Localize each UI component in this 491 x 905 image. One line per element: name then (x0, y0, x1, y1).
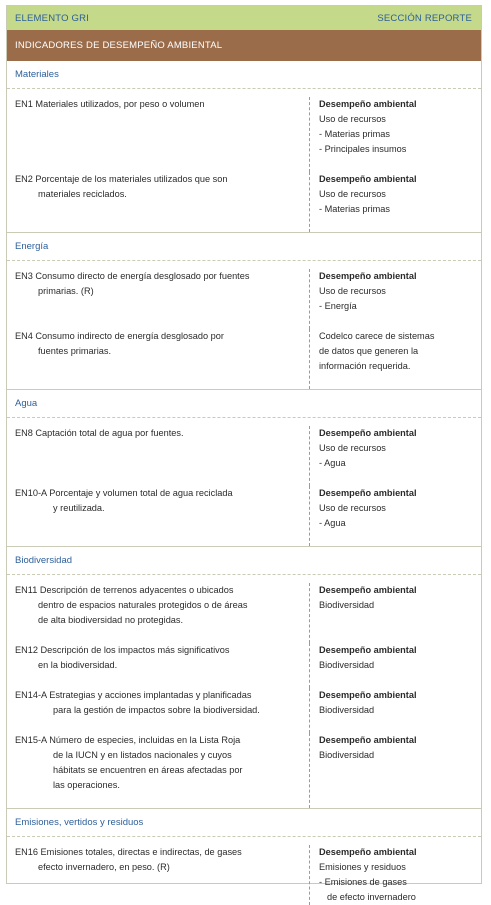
indicator-description: EN3 Consumo directo de energía desglosado por fuentes primarias. (R) (15, 271, 250, 296)
indicator-description: EN16 Emisiones totales, directas e indirectas, de gases efecto invernadero, en peso. (R) (15, 847, 242, 872)
section-title: Agua (7, 390, 481, 418)
report-section: Desempeño ambiental Uso de recursos - Materias primas - Principales insumos (319, 99, 417, 154)
indicator-description: EN10-A Porcentaje y volumen total de agua reciclada y reutilizada. (15, 488, 233, 513)
report-section: Desempeño ambiental Uso de recursos - Agua (319, 428, 417, 468)
indicator-description: EN12 Descripción de los impactos más significativos en la biodiversidad. (15, 645, 230, 670)
indicator-row (7, 486, 481, 546)
column-separator (309, 688, 310, 733)
report-section: Desempeño ambiental Uso de recursos - Materias primas (319, 174, 417, 214)
indicator-description: EN4 Consumo indirecto de energía desglosado por fuentes primarias. (15, 331, 224, 356)
indicator-row (7, 643, 481, 688)
indicator-description: EN2 Porcentaje de los materiales utilizados que son materiales reciclados. (15, 174, 228, 199)
report-section: Desempeño ambiental Biodiversidad (319, 735, 417, 760)
table-body (7, 61, 481, 905)
section-title: Materiales (7, 61, 481, 89)
section (7, 389, 481, 546)
report-section: Desempeño ambiental Biodiversidad (319, 645, 417, 670)
section-title: Energía (7, 233, 481, 261)
report-section: Desempeño ambiental Emisiones y residuos - Emisiones de gases de efecto invernadero (319, 847, 417, 902)
indicator-description: EN11 Descripción de terrenos adyacentes o ubicados dentro de espacios naturales protegidos o de áreas de alta biodiversidad no protegidas. (15, 585, 248, 625)
report-section: Desempeño ambiental Uso de recursos - Energía (319, 271, 417, 311)
indicator-description: EN8 Captación total de agua por fuentes. (15, 428, 184, 438)
indicator-row (7, 845, 481, 905)
column-separator (309, 329, 310, 389)
column-separator (309, 486, 310, 546)
indicator-description: EN15-A Número de especies, incluidas en la Lista Roja de la IUCN y en listados nacionales y cuyos hábitats se encuentren en áreas afectadas por las operaciones. (15, 735, 243, 790)
section (7, 546, 481, 808)
indicator-row (7, 688, 481, 733)
indicator-description: EN1 Materiales utilizados, por peso o volumen (15, 99, 205, 109)
column-separator (309, 845, 310, 905)
section-title: Emisiones, vertidos y residuos (7, 809, 481, 837)
column-separator (309, 733, 310, 808)
section (7, 61, 481, 232)
column-separator (309, 426, 310, 486)
report-section: Desempeño ambiental Uso de recursos - Agua (319, 488, 417, 528)
section (7, 808, 481, 905)
gri-table (6, 5, 482, 902)
category-bar: INDICADORES DE DESEMPEÑO AMBIENTAL (7, 30, 481, 61)
indicator-row (7, 269, 481, 329)
section (7, 232, 481, 389)
indicator-row (7, 426, 481, 486)
table-header (7, 6, 481, 30)
section-title: Biodiversidad (7, 547, 481, 575)
indicator-row (7, 583, 481, 643)
indicator-row (7, 329, 481, 389)
indicator-row (7, 172, 481, 232)
column-separator (309, 643, 310, 688)
column-separator (309, 269, 310, 329)
report-section: Desempeño ambiental Biodiversidad (319, 690, 417, 715)
report-section: Codelco carece de sistemas de datos que generen la información requerida. (319, 331, 435, 371)
column-separator (309, 172, 310, 232)
header-left: ELEMENTO GRI (15, 12, 90, 24)
indicator-description: EN14-A Estrategias y acciones implantadas y planificadas para la gestión de impactos sobre la biodiversidad. (15, 690, 260, 715)
indicator-row (7, 733, 481, 808)
report-section: Desempeño ambiental Biodiversidad (319, 585, 417, 610)
header-right: SECCIÓN REPORTE (377, 12, 472, 24)
column-separator (309, 97, 310, 172)
column-separator (309, 583, 310, 643)
indicator-row (7, 97, 481, 172)
